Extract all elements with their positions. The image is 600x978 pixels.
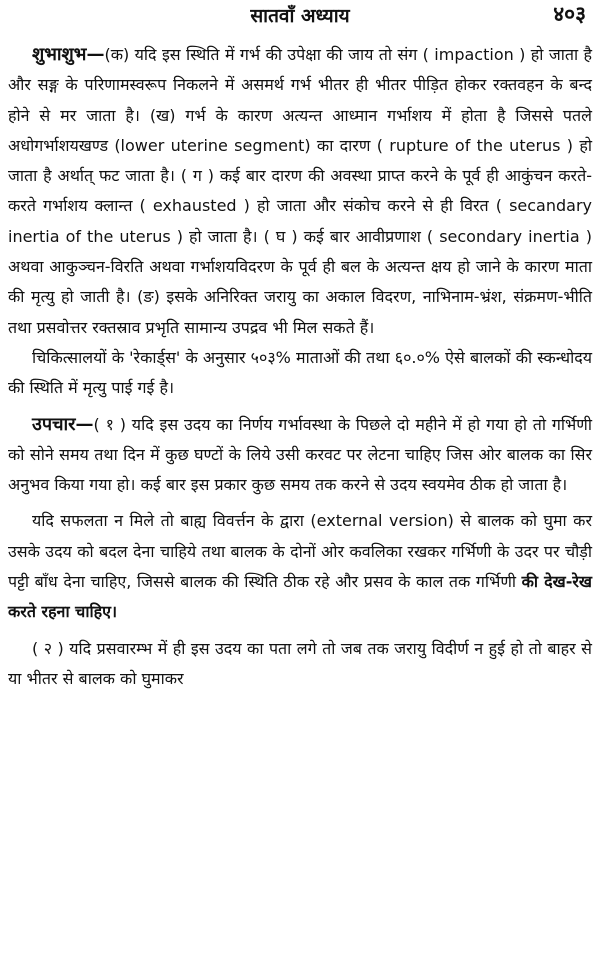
statistics-paragraph <box>8 343 592 404</box>
statistics-text: चिकित्सालयों के 'रेकार्ड्स' के अनुसार ५०३% माताओं की तथा ६०.०% ऐसे बालकों की स्कन्धोदय की स्थिति में मृत्यु पाई गई है। <box>8 347 592 398</box>
treatment-paragraph <box>8 410 592 501</box>
external-version-text: यदि सफलता न मिले तो बाह्य विवर्त्तन के द्वारा (external version) से बालक को घुमा कर उसके उदय को बदल देना चाहिये तथा बालक के दोनों ओर कवलिका रखकर गर्भिणी के उदर पर चौड़ी पट्टी बाँध देना चाहिए, जिससे बालक की स्थिति ठीक रहे और प्रसव के काल तक गर्भिणी <box>8 511 592 592</box>
labour-onset-text: ( २ ) यदि प्रसवारम्भ में ही इस उदय का पता लगे तो जब तक जरायु विदीर्ण न हुई हो तो बाहर से या भीतर से बालक को घुमाकर <box>8 638 592 688</box>
external-version-paragraph <box>8 506 592 627</box>
prognosis-paragraph <box>8 40 592 343</box>
labour-onset-paragraph <box>8 634 592 695</box>
prognosis-heading: शुभाशुभ— <box>32 44 105 65</box>
chapter-title: सातवाँ अध्याय <box>250 5 350 27</box>
page-header <box>8 0 592 40</box>
page-body <box>8 40 592 694</box>
prognosis-text: (क) यदि इस स्थिति में गर्भ की उपेक्षा की जाय तो संग ( impaction ) हो जाता है और सङ्ग के परिणामस्वरूप निकलने में असमर्थ गर्भ भीतर ही भीतर पीड़ित होकर रक्तवहन के बन्द होने से मर जाता है। (ख) गर्भ के कारण अत्यन्त आध्मान गर्भाशय में होता है जिससे पतले अधोगर्भाशयखण्ड (lower uterine segment) का दारण ( rupture of the uterus ) हो जाता है अर्थात् फट जाता है। ( ग ) कई बार दारण की अवस्था प्राप्त करने के पूर्व ही आकुंचन करते-करते गर्भाशय क्लान्त ( exhausted ) हो जाता और संकोच करने से ही विरत ( secandary inertia of the uterus ) हो जाता है। ( घ ) कई बार आवीप्रणाश ( secondary inertia ) अथवा आकुञ्चन-विरति अथवा गर्भाशयविदरण के पूर्व ही बल के अत्यन्त क्षय हो जाने के कारण माता की मृत्यु हो जाती है। (ङ) इसके अनिरिक्त जरायु का अकाल विदरण, नाभिनाम-भ्रंश, संक्रमण-भीति तथा प्रसवोत्तर रक्तस्राव प्रभृति सामान्य उपद्रव भी मिल सकते हैं। <box>8 45 592 337</box>
treatment-heading: उपचार— <box>32 413 94 435</box>
page-number: ४०३ <box>553 2 586 26</box>
external-version-bold-tail: की देख-रेख करते रहना चाहिए। <box>8 572 593 622</box>
treatment-text: ( १ ) यदि इस उदय का निर्णय गर्भावस्था के पिछले दो महीने में हो गया हो तो गर्भिणी को सोने समय तथा दिन में कुछ घण्टों के लिये उसी करवट पर लेटना चाहिए जिस ओर बालक का सिर अनुभव किया गया हो। कई बार इस प्रकार कुछ समय तक करने से उदय स्वयमेव ठीक हो जाता है। <box>8 414 592 495</box>
